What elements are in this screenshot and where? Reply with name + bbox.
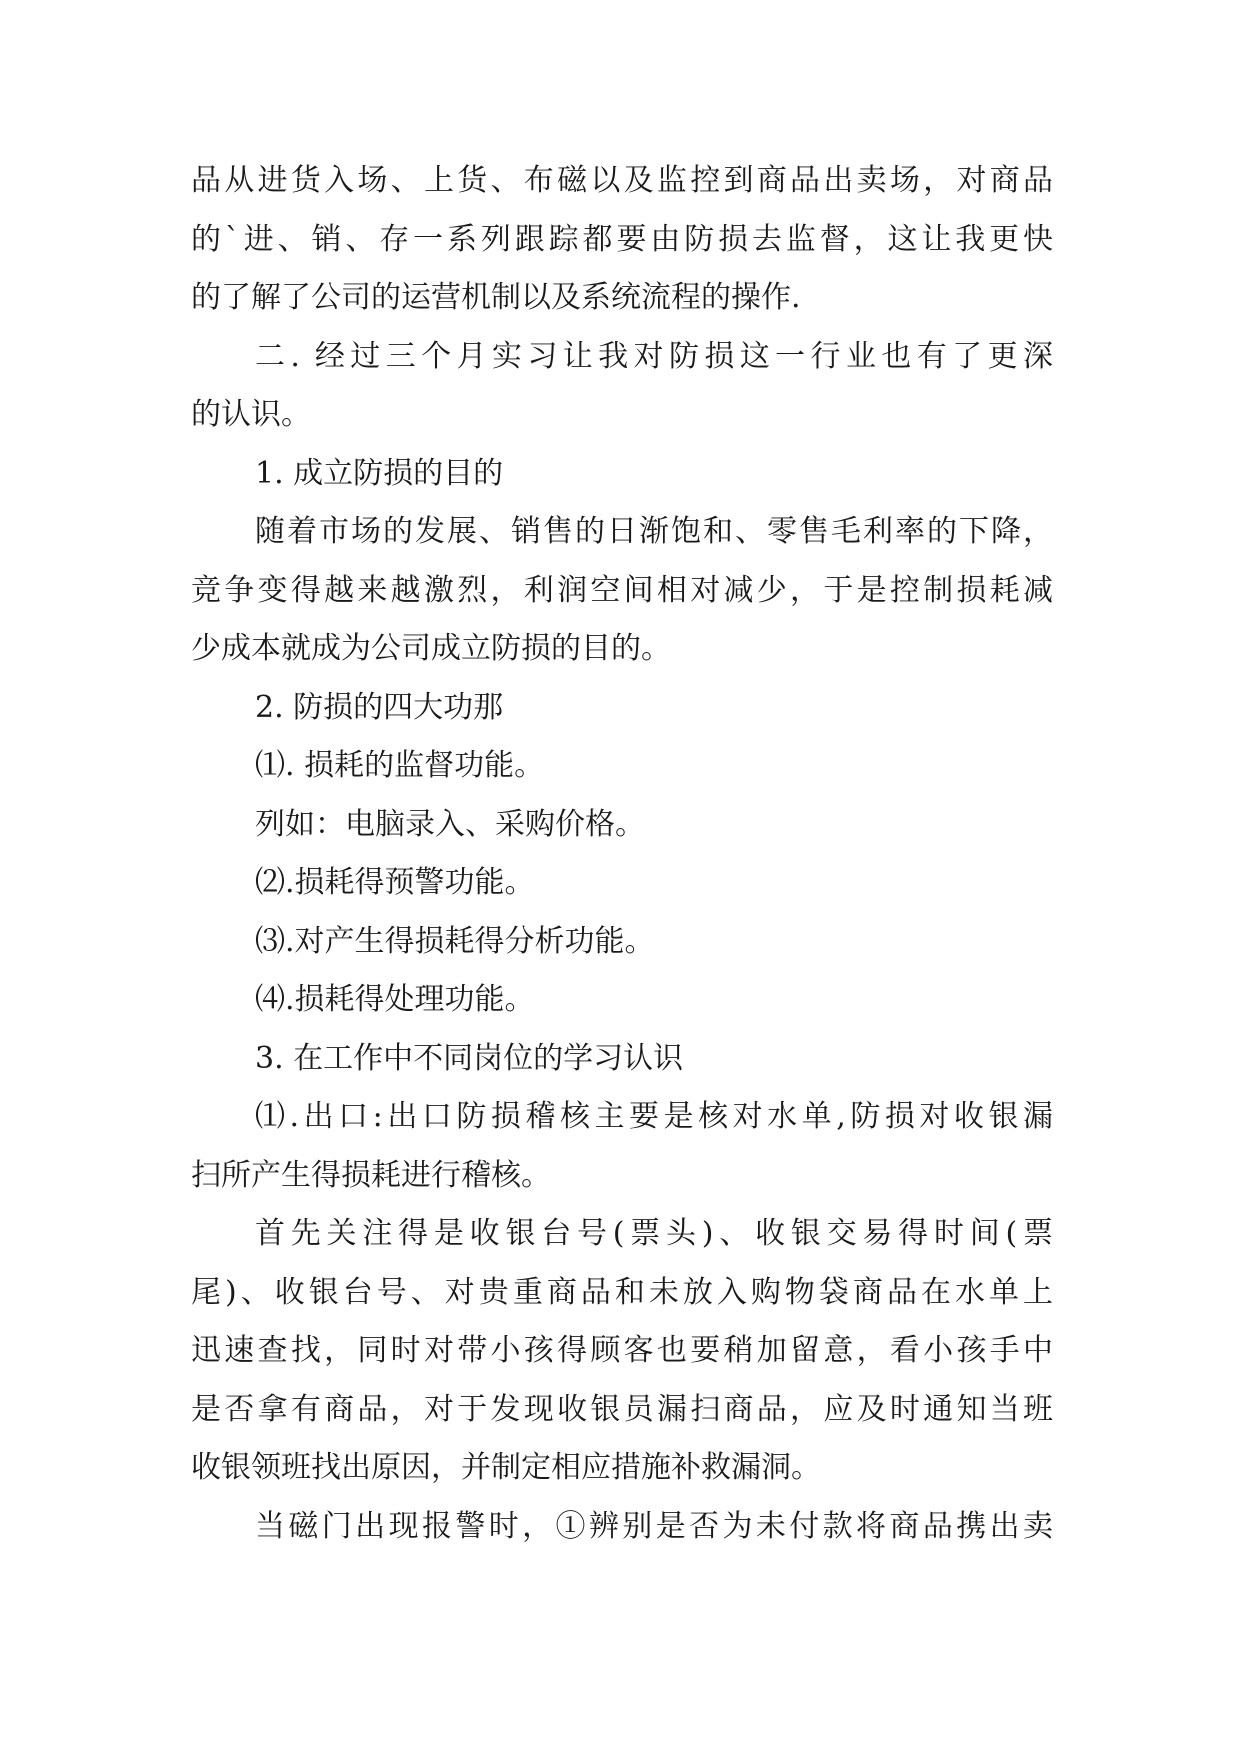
paragraph-line: 品从进货入场、上货、布磁以及监控到商品出卖场，对商品 bbox=[191, 163, 1053, 198]
paragraph-line: 扫所产生得损耗进行稽核。 bbox=[191, 1157, 551, 1193]
list-item: ⑴. 损耗的监督功能。 bbox=[255, 748, 545, 783]
paragraph-line: 的了解了公司的运营机制以及系统流程的操作. bbox=[191, 280, 801, 315]
paragraph-line: 少成本就成为公司成立防损的目的。 bbox=[191, 631, 671, 666]
paragraph-line: 迅速查找，同时对带小孩得顾客也要稍加留意，看小孩手中 bbox=[191, 1333, 1053, 1368]
document-body bbox=[191, 152, 1053, 1556]
subsection-heading: 2. 防损的四大功那 bbox=[255, 689, 504, 725]
paragraph-line: 随着市场的发展、销售的日渐饱和、零售毛利率的下降， bbox=[255, 514, 1053, 549]
paragraph-line: 当磁门出现报警时，①辨别是否为未付款将商品携出卖 bbox=[255, 1508, 1053, 1544]
paragraph-line: 首先关注得是收银台号(票头)、收银交易得时间(票 bbox=[255, 1216, 1053, 1251]
list-item: ⑷.损耗得处理功能。 bbox=[255, 982, 535, 1017]
paragraph-line: 是否拿有商品，对于发现收银员漏扫商品，应及时通知当班 bbox=[191, 1391, 1053, 1427]
paragraph-line: 的`进、销、存一系列跟踪都要由防损去监督，这让我更快 bbox=[191, 221, 1053, 257]
paragraph-line: 竞争变得越来越激烈，利润空间相对减少，于是控制损耗减 bbox=[191, 572, 1053, 608]
section-heading: 二. 经过三个月实习让我对防损这一行业也有了更深 bbox=[255, 338, 1053, 374]
list-item: ⑶.对产生得损耗得分析功能。 bbox=[255, 923, 655, 959]
paragraph-line: 收银领班找出原因，并制定相应措施补救漏洞。 bbox=[191, 1450, 821, 1485]
list-item: ⑵.损耗得预警功能。 bbox=[255, 865, 535, 900]
subsection-heading: 3. 在工作中不同岗位的学习认识 bbox=[255, 1040, 684, 1076]
paragraph-line: 列如：电脑录入、采购价格。 bbox=[255, 806, 645, 842]
paragraph-line: 尾)、收银台号、对贵重商品和未放入购物袋商品在水单上 bbox=[191, 1274, 1053, 1310]
list-item: ⑴.出口:出口防损稽核主要是核对水单,防损对收银漏 bbox=[255, 1099, 1053, 1134]
paragraph-line: 的认识。 bbox=[191, 397, 311, 432]
subsection-heading: 1. 成立防损的目的 bbox=[255, 455, 504, 491]
